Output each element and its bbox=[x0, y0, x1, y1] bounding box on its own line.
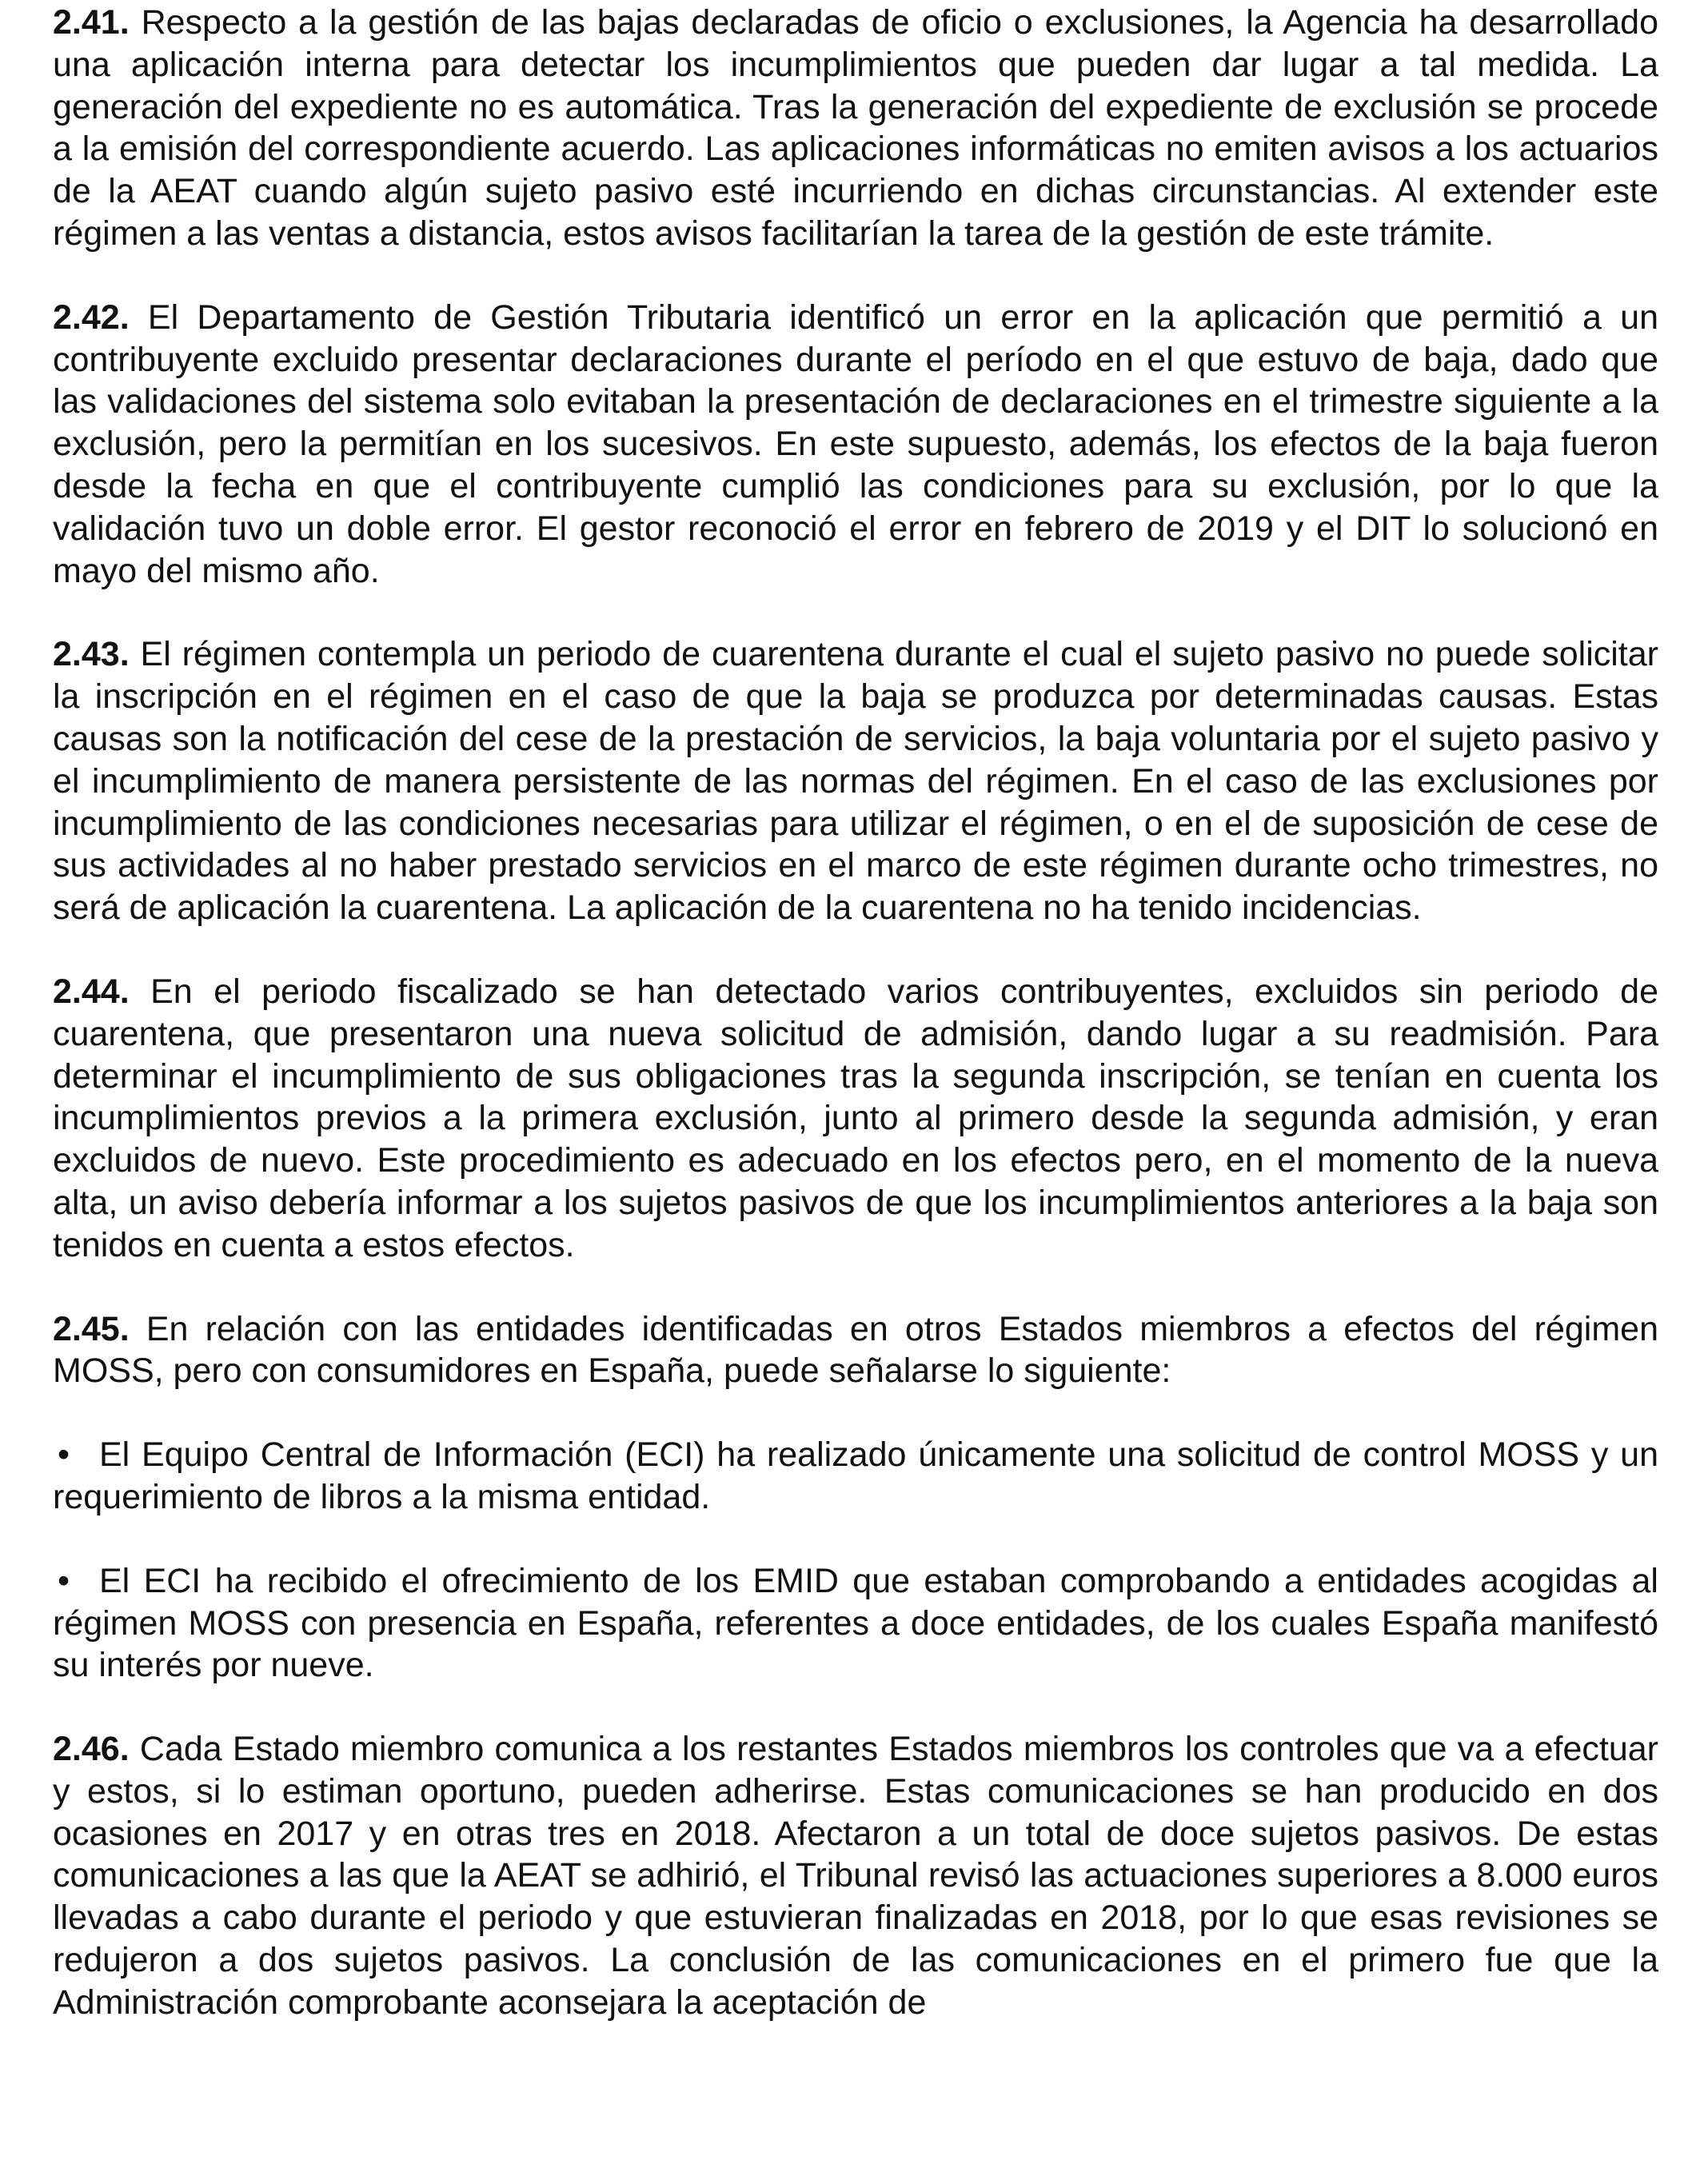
paragraph-number: 2.44. bbox=[53, 972, 130, 1011]
paragraph-text: Respecto a la gestión de las bajas declaradas de oficio o exclusiones, la Agencia ha desarrollado una aplicación interna para detectar los incumplimientos que pueden dar lugar a tal medida. La generación del expediente no es automática. Tras la generación del expediente de exclusión se procede a la emisión del correspondiente acuerdo. Las aplicaciones informáticas no emiten avisos a los actuarios de la AEAT cuando algún sujeto pasivo esté incurriendo en dichas circunstancias. Al extender este régimen a las ventas a distancia, estos avisos facilitarían la tarea de la gestión de este trámite. bbox=[53, 3, 1658, 253]
paragraph-number: 2.41. bbox=[53, 3, 130, 42]
paragraph-2-43 bbox=[53, 633, 1658, 929]
paragraph-text: Cada Estado miembro comunica a los restantes Estados miembros los controles que va a efectuar y estos, si lo estiman oportuno, pueden adherirse. Estas comunicaciones se han producido en dos ocasiones en 2017 y en otras tres en 2018. Afectaron a un total de doce sujetos pasivos. De estas comunicaciones a las que la AEAT se adhirió, el Tribunal revisó las actuaciones superiores a 8.000 euros llevadas a cabo durante el periodo y que estuvieran finalizadas en 2018, por lo que esas revisiones se redujeron a dos sujetos pasivos. La conclusión de las comunicaciones en el primero fue que la Administración comprobante aconsejara la aceptación de bbox=[53, 1730, 1658, 2022]
paragraph-2-44 bbox=[53, 971, 1658, 1267]
paragraph-2-46 bbox=[53, 1728, 1658, 2024]
paragraph-number: 2.46. bbox=[53, 1730, 130, 1769]
bullet-marker: • bbox=[58, 1435, 70, 1475]
paragraph-2-45 bbox=[53, 1308, 1658, 1393]
paragraph-number: 2.42. bbox=[53, 297, 130, 337]
paragraph-number: 2.43. bbox=[53, 635, 130, 674]
bullet-text: El Equipo Central de Información (ECI) ha realizado únicamente una solicitud de control MOSS y un requerimiento de libros a la misma entidad. bbox=[53, 1435, 1658, 1516]
bullet-item-eci-request bbox=[53, 1434, 1658, 1519]
document-page bbox=[53, 2, 1658, 2066]
paragraph-text: El Departamento de Gestión Tributaria identificó un error en la aplicación que permitió a un contribuyente excluido presentar declaraciones durante el período en el que estuvo de baja, dado que las validaciones del sistema solo evitaban la presentación de declaraciones en el trimestre siguiente a la exclusión, pero la permitían en los sucesivos. En este supuesto, además, los efectos de la baja fueron desde la fecha en que el contribuyente cumplió las condiciones para su exclusión, por lo que la validación tuvo un doble error. El gestor reconoció el error en febrero de 2019 y el DIT lo solucionó en mayo del mismo año. bbox=[53, 297, 1658, 590]
paragraph-number: 2.45. bbox=[53, 1309, 130, 1348]
paragraph-text: En relación con las entidades identificadas en otros Estados miembros a efectos del régimen MOSS, pero con consumidores en España, puede señalarse lo siguiente: bbox=[53, 1309, 1658, 1391]
bullet-text: El ECI ha recibido el ofrecimiento de los EMID que estaban comprobando a entidades acogidas al régimen MOSS con presencia en España, referentes a doce entidades, de los cuales España manifestó su interés por nueve. bbox=[53, 1561, 1658, 1685]
paragraph-text: El régimen contempla un periodo de cuarentena durante el cual el sujeto pasivo no puede solicitar la inscripción en el régimen en el caso de que la baja se produzca por determinadas causas. Estas causas son la notificación del cese de la prestación de servicios, la baja voluntaria por el sujeto pasivo y el incumplimiento de manera persistente de las normas del régimen. En el caso de las exclusiones por incumplimiento de las condiciones necesarias para utilizar el régimen, o en el de suposición de cese de sus actividades al no haber prestado servicios en el marco de este régimen durante ocho trimestres, no será de aplicación la cuarentena. La aplicación de la cuarentena no ha tenido incidencias. bbox=[53, 635, 1658, 928]
paragraph-text: En el periodo fiscalizado se han detectado varios contribuyentes, excluidos sin periodo de cuarentena, que presentaron una nueva solicitud de admisión, dando lugar a su readmisión. Para determinar el incumplimiento de sus obligaciones tras la segunda inscripción, se tenían en cuenta los incumplimientos previos a la primera exclusión, junto al primero desde la segunda admisión, y eran excluidos de nuevo. Este procedimiento es adecuado en los efectos pero, en el momento de la nueva alta, un aviso debería informar a los sujetos pasivos de que los incumplimientos anteriores a la baja son tenidos en cuenta a estos efectos. bbox=[53, 972, 1658, 1264]
bullet-marker: • bbox=[58, 1561, 70, 1600]
paragraph-2-41 bbox=[53, 2, 1658, 255]
paragraph-2-42 bbox=[53, 297, 1658, 593]
bullet-item-emid-offer bbox=[53, 1560, 1658, 1687]
